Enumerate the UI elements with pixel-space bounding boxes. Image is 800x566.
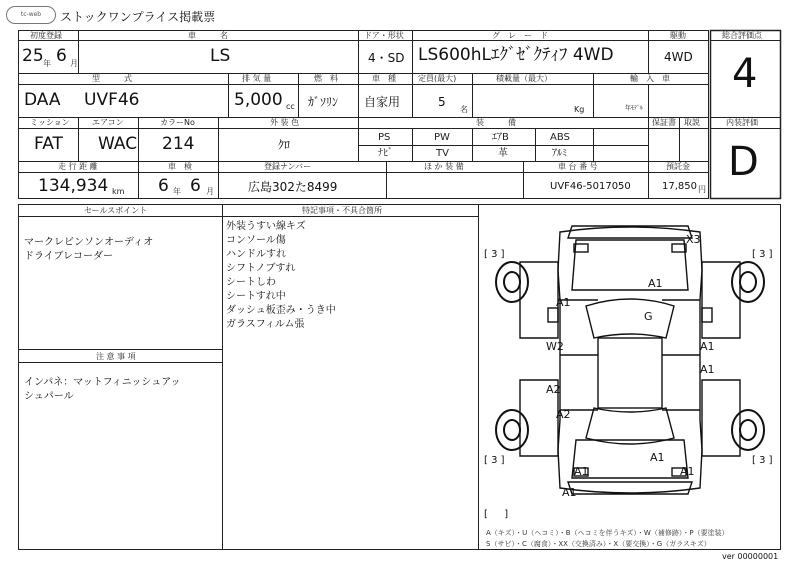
label-exterior-color: 外 装 色 — [270, 118, 300, 127]
note-item: 外装うすい線キズ — [226, 221, 306, 232]
chassis-value: UVF46-5017050 — [550, 181, 631, 192]
first-reg-year: 25 — [22, 46, 44, 66]
label-notes: 特記事項・不具合箇所 — [302, 206, 382, 215]
label-category: 車 種 — [372, 74, 396, 83]
label-capacity: 定員(最大) — [418, 74, 457, 83]
note-item: ガラスフィルム張 — [226, 319, 305, 330]
equip-alloy: ｱﾙﾐ — [552, 148, 567, 159]
note-item: ハンドルすれ — [226, 249, 286, 260]
notes-list — [226, 220, 336, 332]
sales-point-item: マークレビンソンオーディオ — [24, 237, 154, 248]
interior-score-value: D — [728, 139, 759, 185]
door-type-value: 4・SD — [368, 51, 405, 65]
label-chassis: 車 台 番 号 — [558, 162, 598, 171]
mark-a1-rear-left: A1 — [574, 465, 589, 478]
caution-text — [24, 376, 181, 404]
mark-w2-front-door: W2 — [546, 340, 564, 353]
label-door-type: ドア・形状 — [364, 31, 404, 40]
sales-point-item: ドライブレコーダー — [24, 251, 113, 262]
displacement-value: 5,000 — [234, 90, 283, 110]
first-reg-month: 6 — [56, 46, 67, 66]
inspection-month: 6 — [190, 176, 201, 196]
mileage-value: 134,934 — [38, 176, 109, 196]
vehicle-diagram — [520, 226, 740, 494]
mark-a1-front-fender: A1 — [556, 296, 571, 309]
note-item: コンソール傷 — [226, 235, 286, 246]
label-deposit: 預託金 — [666, 162, 690, 171]
mission-value: FAT — [34, 134, 63, 154]
month-unit: 月 — [70, 59, 78, 68]
model-code: UVF46 — [84, 90, 140, 110]
aircon-value: WAC — [98, 134, 138, 154]
equip-airbag: ｴｱB — [492, 132, 509, 143]
note-item: シートしわ — [226, 277, 276, 288]
equip-leather: 革 — [498, 148, 508, 159]
inspection-year: 6 — [158, 176, 169, 196]
label-sales-points: セールスポイント — [84, 206, 148, 215]
label-model-name: 車 名 — [188, 31, 228, 40]
year-unit: 年 — [43, 59, 51, 68]
label-mission: ミッション — [30, 118, 70, 127]
equip-navi: ﾅﾋﾞ — [378, 148, 393, 159]
deposit-value: 17,850 — [662, 181, 697, 192]
cc-unit: cc — [286, 102, 295, 111]
version-label: ver 00000001 — [722, 552, 779, 561]
fuel-value: ｶﾞｿﾘﾝ — [308, 95, 339, 109]
mark-a2-rear-door: A2 — [546, 383, 561, 396]
yen-unit: 円 — [698, 185, 706, 194]
equip-ps: PS — [378, 132, 391, 143]
year-model-label: 年ﾓﾃﾞﾙ — [625, 105, 644, 112]
category-value: 自家用 — [364, 95, 401, 109]
label-warranty: 保証書 — [652, 118, 676, 127]
spare-bracket: [ ] — [484, 509, 509, 520]
equip-tv: TV — [436, 148, 449, 159]
label-load: 積載量（最大） — [496, 74, 552, 83]
mark-g-windshield: G — [644, 310, 653, 323]
tire-bracket-rear-left: [ 3 ] — [484, 455, 505, 466]
label-overall-score: 総合評価点 — [722, 31, 762, 40]
legend-line: S（サビ）・C（腐食）・XX（交換済み）・X（要交換）・G（ガラスキズ） — [486, 540, 711, 548]
label-aircon: エアコン — [92, 118, 124, 127]
label-manual: 取説 — [684, 118, 700, 127]
overall-score-value: 4 — [732, 51, 758, 97]
damage-legend — [486, 528, 729, 550]
label-other-equip: ほ か 装 備 — [424, 162, 464, 171]
label-import: 輸 入 車 — [630, 74, 670, 83]
label-displacement: 排 気 量 — [242, 74, 272, 83]
km-unit: km — [112, 187, 125, 196]
mark-a1-rear-bumper: A1 — [562, 486, 577, 499]
document-title: ストックワンプライス掲載票 — [60, 10, 216, 24]
grade-value: LS600hLｴｸﾞｾﾞｸﾃｨﾌ 4WD — [418, 45, 614, 65]
mark-a1-trunk: A1 — [650, 451, 665, 464]
label-grade: グ レ ー ド — [492, 31, 548, 40]
label-caution: 注 意 事 項 — [96, 352, 136, 361]
mark-a1-rear-door-right: A1 — [700, 363, 715, 376]
tire-bracket-front-left: [ 3 ] — [484, 249, 505, 260]
tc-web-logo: tc-web — [6, 6, 56, 24]
sales-points-list — [24, 236, 153, 264]
inspection-year-unit: 年 — [173, 187, 181, 196]
mark-x3: X3 — [686, 233, 701, 246]
plate-value: 広島302た8499 — [248, 180, 338, 194]
car-name: LS — [210, 46, 231, 66]
label-inspection: 車 検 — [168, 162, 192, 171]
maker-code: DAA — [24, 90, 61, 110]
note-item: シートすれ中 — [226, 291, 286, 302]
kg-unit: Kg — [574, 105, 585, 114]
label-fuel: 燃 料 — [314, 74, 338, 83]
caution-line: シュパール — [24, 391, 74, 402]
label-equipment: 装 備 — [476, 118, 516, 127]
tire-bracket-rear-right: [ 3 ] — [752, 455, 773, 466]
equip-abs: ABS — [550, 132, 570, 143]
color-no-value: 214 — [162, 134, 195, 154]
note-item: ダッシュ板歪み・うき中 — [226, 305, 336, 316]
label-mileage: 走 行 距 離 — [58, 162, 98, 171]
tire-bracket-front-right: [ 3 ] — [752, 249, 773, 260]
mark-a2-rear-fender: A2 — [556, 408, 571, 421]
mark-a1-rear-right: A1 — [680, 465, 695, 478]
caution-line: インパネ：マットフィニッシュアッ — [24, 377, 181, 388]
legend-line: A（キズ）・U（ヘコミ）・B（ヘコミを伴うキズ）・W（補修跡）・P（要塗装） — [486, 529, 729, 537]
capacity-value: 5 — [438, 95, 446, 109]
label-first-reg: 初度登録 — [30, 31, 62, 40]
capacity-unit: 名 — [460, 105, 468, 114]
note-item: シフトノブすれ — [226, 263, 296, 274]
equip-pw: PW — [434, 132, 450, 143]
label-model-type: 型 式 — [92, 74, 132, 83]
inspection-month-unit: 月 — [206, 187, 214, 196]
label-drive: 駆動 — [670, 31, 686, 40]
label-interior-score: 内装評価 — [726, 118, 758, 127]
mark-a1-hood: A1 — [648, 277, 663, 290]
label-color-no: カラーNo — [160, 118, 195, 127]
drive-value: 4WD — [664, 50, 693, 64]
exterior-color-value: ｸﾛ — [278, 138, 291, 152]
mark-a1-front-door-right: A1 — [700, 340, 715, 353]
label-plate: 登録ナンバー — [264, 162, 312, 171]
